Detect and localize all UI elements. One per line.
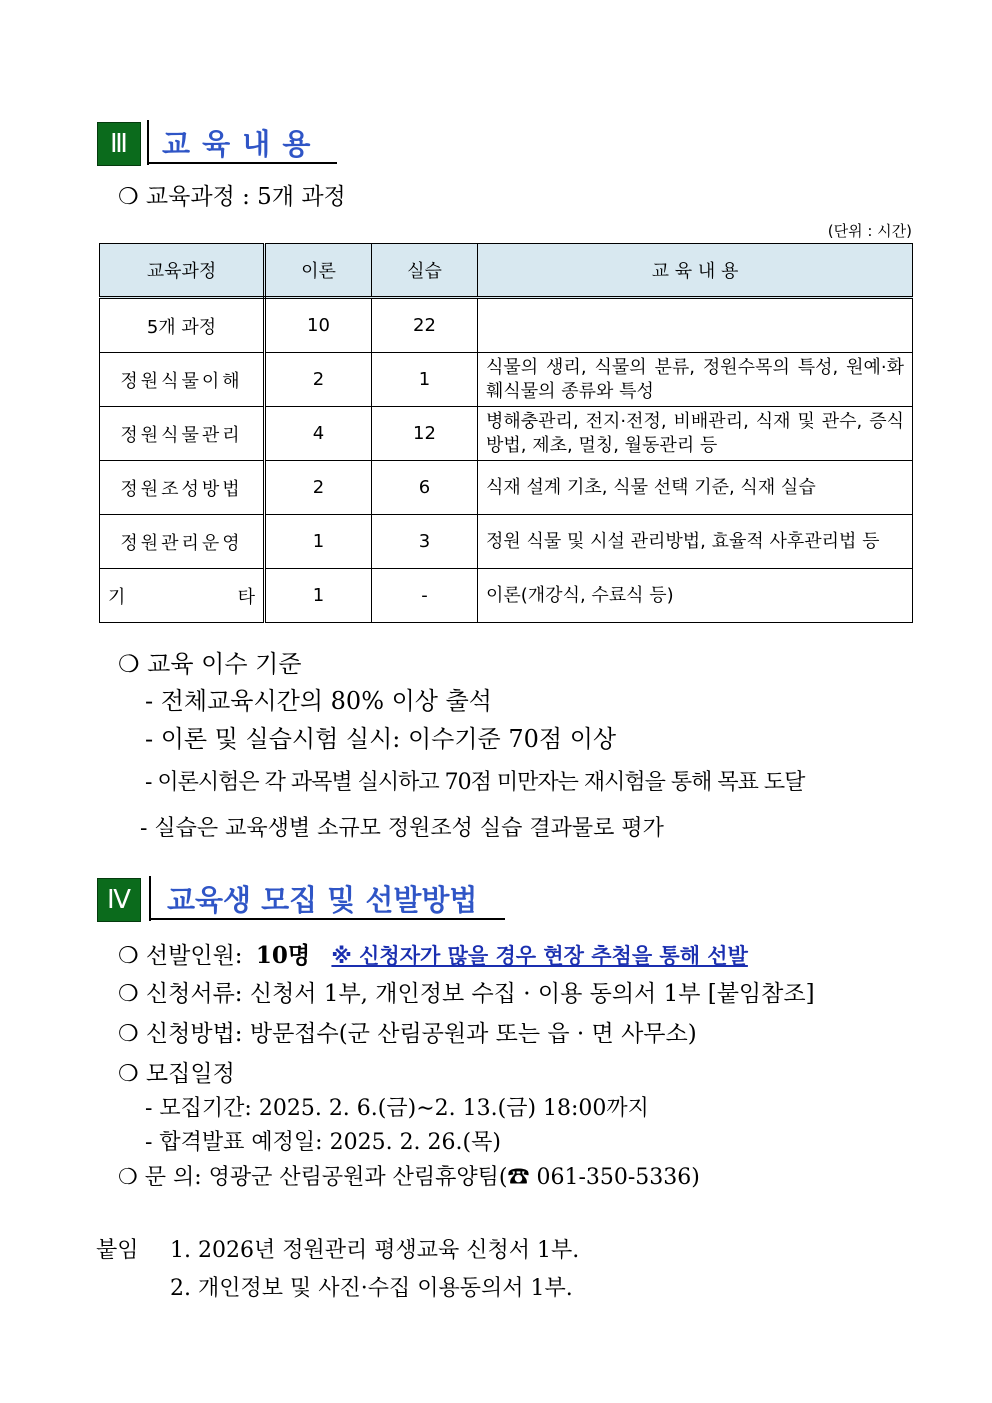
schedule-item: - 모집기간: 2025. 2. 6.(금)∼2. 13.(금) 18:00까지 xyxy=(145,1096,649,1121)
cell-content: 병해충관리, 전지·전정, 비배관리, 식재 및 관수, 증식방법, 제초, 멀칭, 월동관리 등 xyxy=(478,407,913,461)
table-row xyxy=(100,569,913,623)
completion-item: - 이론시험은 각 과목별 실시하고 70점 미만자는 재시험을 통해 목표 도달 xyxy=(145,770,805,795)
section-number-badge: Ⅲ xyxy=(97,122,141,166)
cell-course: 정원조성방법 xyxy=(100,461,265,515)
header-content: 교 육 내 용 xyxy=(478,244,913,298)
cell-content: 정원 식물 및 시설 관리방법, 효율적 사후관리법 등 xyxy=(478,515,913,569)
cell-theory: 2 xyxy=(265,461,372,515)
cell-practice: 1 xyxy=(372,353,478,407)
contact-line: ❍ 문 의: 영광군 산림공원과 산림휴양팀(☎ 061-350-5336) xyxy=(118,1165,700,1190)
cell-course: 5개 과정 xyxy=(100,298,265,353)
selection-value: 10명 xyxy=(255,942,311,969)
table-row xyxy=(100,407,913,461)
cell-practice: 6 xyxy=(372,461,478,515)
completion-bullet: ❍ 교육 이수 기준 xyxy=(118,650,302,678)
cell-theory: 1 xyxy=(265,515,372,569)
cell-practice: 22 xyxy=(372,298,478,353)
header-theory: 이론 xyxy=(265,244,372,298)
documents-line: ❍ 신청서류: 신청서 1부, 개인정보 수집 · 이용 동의서 1부 [붙임참조] xyxy=(118,981,815,1007)
header-course: 교육과정 xyxy=(100,244,265,298)
method-line: ❍ 신청방법: 방문접수(군 산림공원과 또는 읍 · 면 사무소) xyxy=(118,1021,697,1047)
schedule-title: ❍ 모집일정 xyxy=(118,1061,235,1087)
attachment-label: 붙임 xyxy=(96,1238,139,1263)
table-row xyxy=(100,461,913,515)
cell-practice: 3 xyxy=(372,515,478,569)
header-practice: 실습 xyxy=(372,244,478,298)
cell-course: 정원식물이해 xyxy=(100,353,265,407)
schedule-item: - 합격발표 예정일: 2025. 2. 26.(목) xyxy=(145,1130,501,1155)
section-title: 교 육 내 용 xyxy=(162,127,312,161)
cell-practice: 12 xyxy=(372,407,478,461)
table-row xyxy=(100,353,913,407)
selection-label: ❍ 선발인원: xyxy=(118,943,243,969)
selection-note: ※ 신청자가 많을 경우 현장 추첨을 통해 선발 xyxy=(331,944,748,968)
completion-item: - 전체교육시간의 80% 이상 출석 xyxy=(145,687,492,715)
cell-course-left: 기 xyxy=(108,586,126,608)
cell-course: 정원식물관리 xyxy=(100,407,265,461)
cell-theory: 10 xyxy=(265,298,372,353)
section-number-badge: Ⅳ xyxy=(97,878,141,922)
selection-line xyxy=(118,937,748,970)
cell-practice: - xyxy=(372,569,478,623)
cell-content: 식재 설계 기초, 식물 선택 기준, 식재 실습 xyxy=(478,461,913,515)
cell-course xyxy=(100,569,265,623)
table-row xyxy=(100,298,913,353)
attachment-item: 2. 개인정보 및 사진·수집 이용동의서 1부. xyxy=(170,1276,573,1301)
unit-note: (단위 : 시간) xyxy=(827,222,912,240)
section-divider xyxy=(149,876,151,921)
cell-theory: 1 xyxy=(265,569,372,623)
cell-theory: 4 xyxy=(265,407,372,461)
course-bullet: ❍ 교육과정 : 5개 과정 xyxy=(118,184,346,210)
cell-content: 식물의 생리, 식물의 분류, 정원수목의 특성, 원예·화훼식물의 종류와 특성 xyxy=(478,353,913,407)
cell-course: 정원관리운영 xyxy=(100,515,265,569)
section-title: 교육생 모집 및 선발방법 xyxy=(167,883,478,917)
completion-item: - 실습은 교육생별 소규모 정원조성 실습 결과물로 평가 xyxy=(140,816,664,841)
attachment-item: 1. 2026년 정원관리 평생교육 신청서 1부. xyxy=(170,1238,580,1263)
cell-course-right: 타 xyxy=(237,586,255,608)
table-row xyxy=(100,515,913,569)
education-table xyxy=(99,243,913,623)
completion-item: - 이론 및 실습시험 실시: 이수기준 70점 이상 xyxy=(145,725,617,753)
table-header-row xyxy=(100,244,913,298)
section-divider xyxy=(147,120,149,165)
cell-content xyxy=(478,298,913,353)
cell-theory: 2 xyxy=(265,353,372,407)
cell-content: 이론(개강식, 수료식 등) xyxy=(478,569,913,623)
